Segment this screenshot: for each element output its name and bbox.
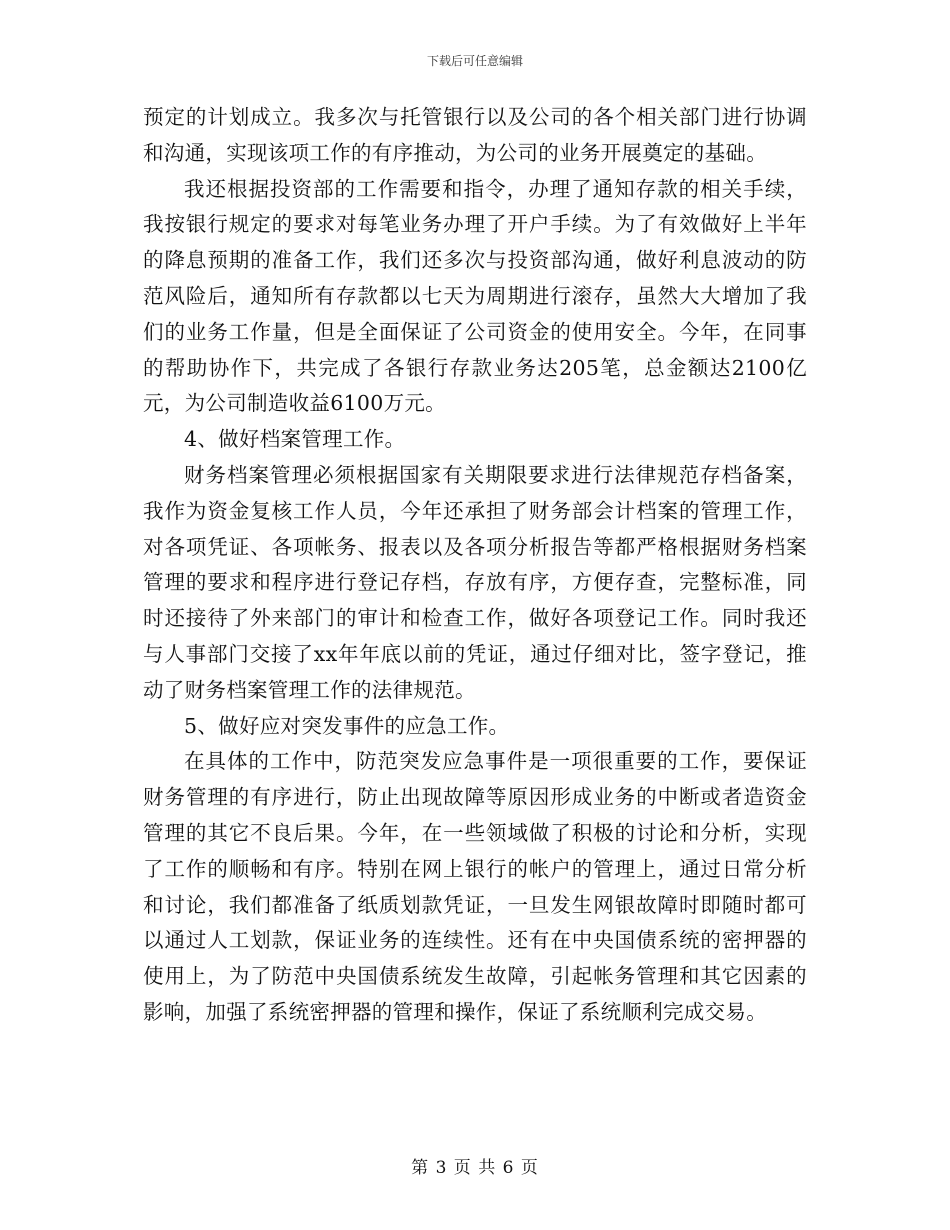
page-header-note: 下载后可任意编辑 [426, 54, 523, 68]
paragraph-2: 我还根据投资部的工作需要和指令，办理了通知存款的相关手续，我按银行规定的要求对每笔业务办理了开户手续。为了有效做好上半年的降息预期的准备工作，我们还多次与投资部沟通，做好利息波动的防范风险后，通知所有存款都以七天为周期进行滚存，虽然大大增加了我们的业务工作量，但是全面保证了公司资金的使用安全。今年，在同事的帮助协作下，共完成了各银行存款业务达205笔，总金额达2100亿元，为公司制造收益6100万元。 [143, 176, 807, 416]
section-heading-4: 4、做好档案管理工作。 [184, 427, 406, 452]
section-heading-5: 5、做好应对突发事件的应急工作。 [184, 713, 510, 738]
page-number: 第 3 页 共 6 页 [411, 1158, 539, 1178]
paragraph-4: 财务档案管理必须根据国家有关期限要求进行法律规范存档备案，我作为资金复核工作人员，今年还承担了财务部会计档案的管理工作，对各项凭证、各项帐务、报表以及各项分析报告等都严格根据财务档案管理的要求和程序进行登记存档，存放有序，方便存查，完整标准，同时还接待了外来部门的审计和检查工作，做好各项登记工作。同时我还与人事部门交接了xx年年底以前的凭证，通过仔细对比，签字登记，推动了财务档案管理工作的法律规范。 [143, 462, 807, 702]
paragraph-6: 在具体的工作中，防范突发应急事件是一项很重要的工作，要保证财务管理的有序进行，防止出现故障等原因形成业务的中断或者造资金管理的其它不良后果。今年，在一些领域做了积极的讨论和分析，实现了工作的顺畅和有序。特别在网上银行的帐户的管理上，通过日常分析和讨论，我们都准备了纸质划款凭证，一旦发生网银故障时即随时都可以通过人工划款，保证业务的连续性。还有在中央国债系统的密押器的使用上，为了防范中央国债系统发生故障，引起帐务管理和其它因素的影响，加强了系统密押器的管理和操作，保证了系统顺利完成交易。 [143, 749, 807, 1024]
paragraph-1: 预定的计划成立。我多次与托管银行以及公司的各个相关部门进行协调和沟通，实现该项工作的有序推动，为公司的业务开展奠定的基础。 [143, 105, 807, 165]
document-body [143, 100, 807, 1031]
